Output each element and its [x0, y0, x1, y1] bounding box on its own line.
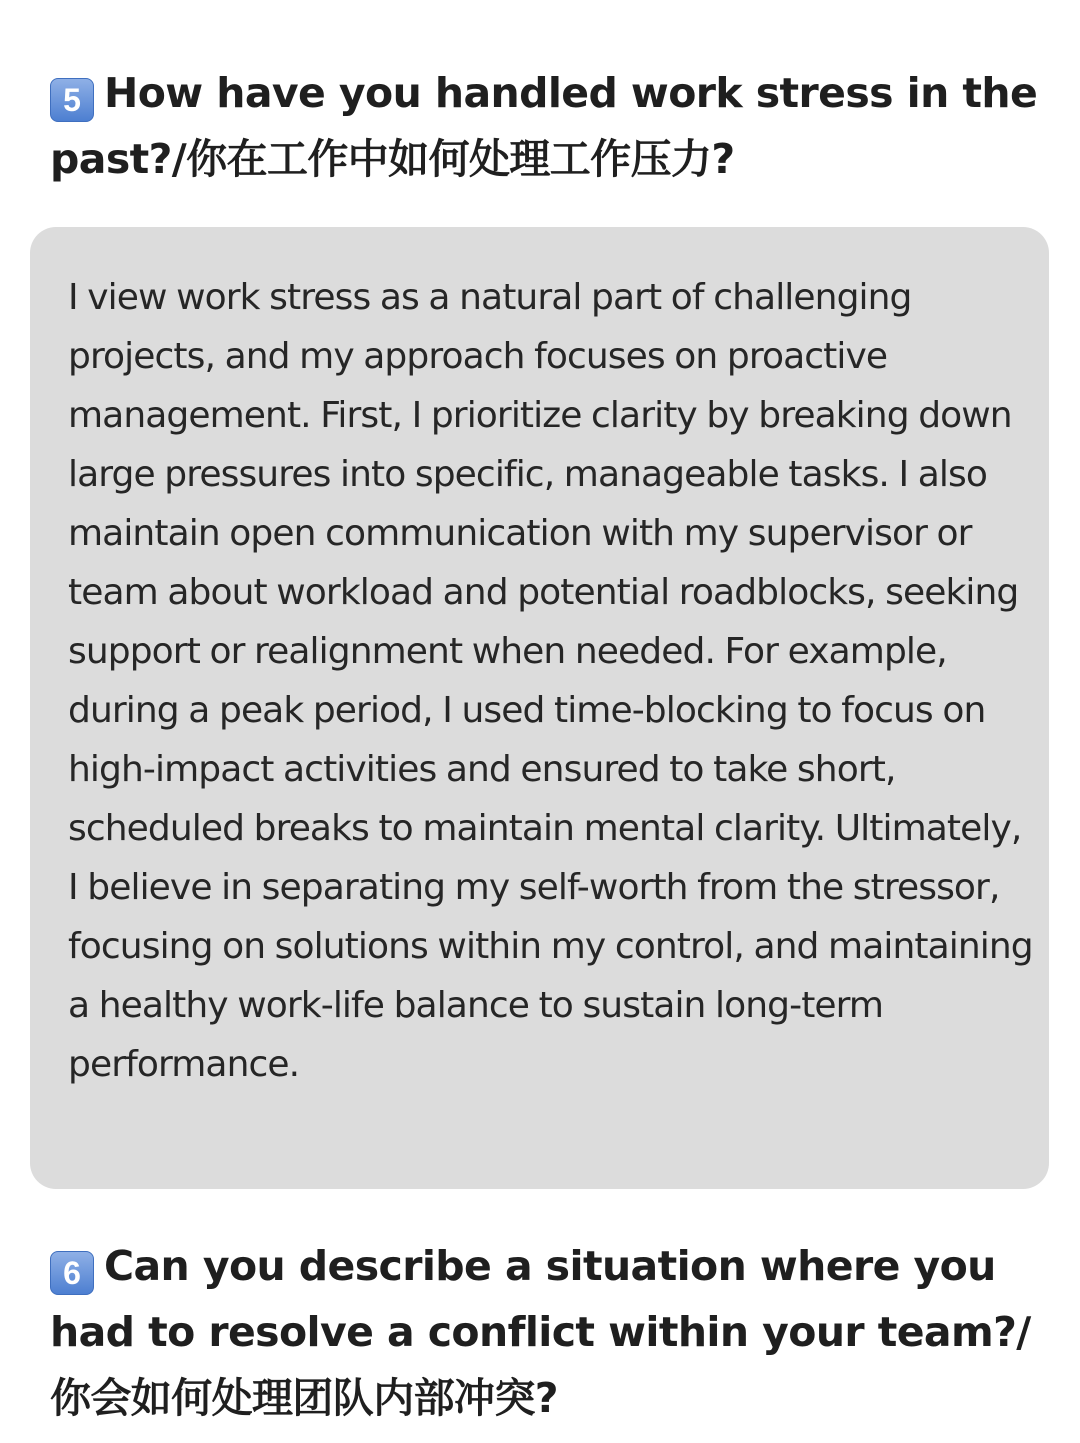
- keycap-6-icon: 6: [50, 1251, 94, 1295]
- answer-card: [30, 227, 1049, 1189]
- question-5-text: How have you handled work stress in the past?/你在工作中如何处理工作压力?: [50, 69, 1038, 183]
- answer-text: I view work stress as a natural part of challenging projects, and my approach focuses on proactive management. First, I prioritize clarity by breaking down large pressures into specific, manageable tasks. I also maintain open communication with my supervisor or team about workload and potential roadblocks, seeking support or realignment when needed. For example, during a peak period, I used time-blocking to focus on high-impact activities and ensured to take short, scheduled breaks to maintain mental clarity. Ultimately, I believe in separating my self-worth from the stressor, focusing on solutions within my control, and maintaining a healthy work-life balance to sustain long-term performance.: [68, 277, 1033, 1085]
- question-5-heading: [50, 60, 1040, 192]
- keycap-5-icon: 5: [50, 78, 94, 122]
- question-6-text: Can you describe a situation where you had to resolve a conflict within your team?/你会如何处理团队内部冲突?: [50, 1242, 1031, 1422]
- question-6-heading: [50, 1233, 1040, 1431]
